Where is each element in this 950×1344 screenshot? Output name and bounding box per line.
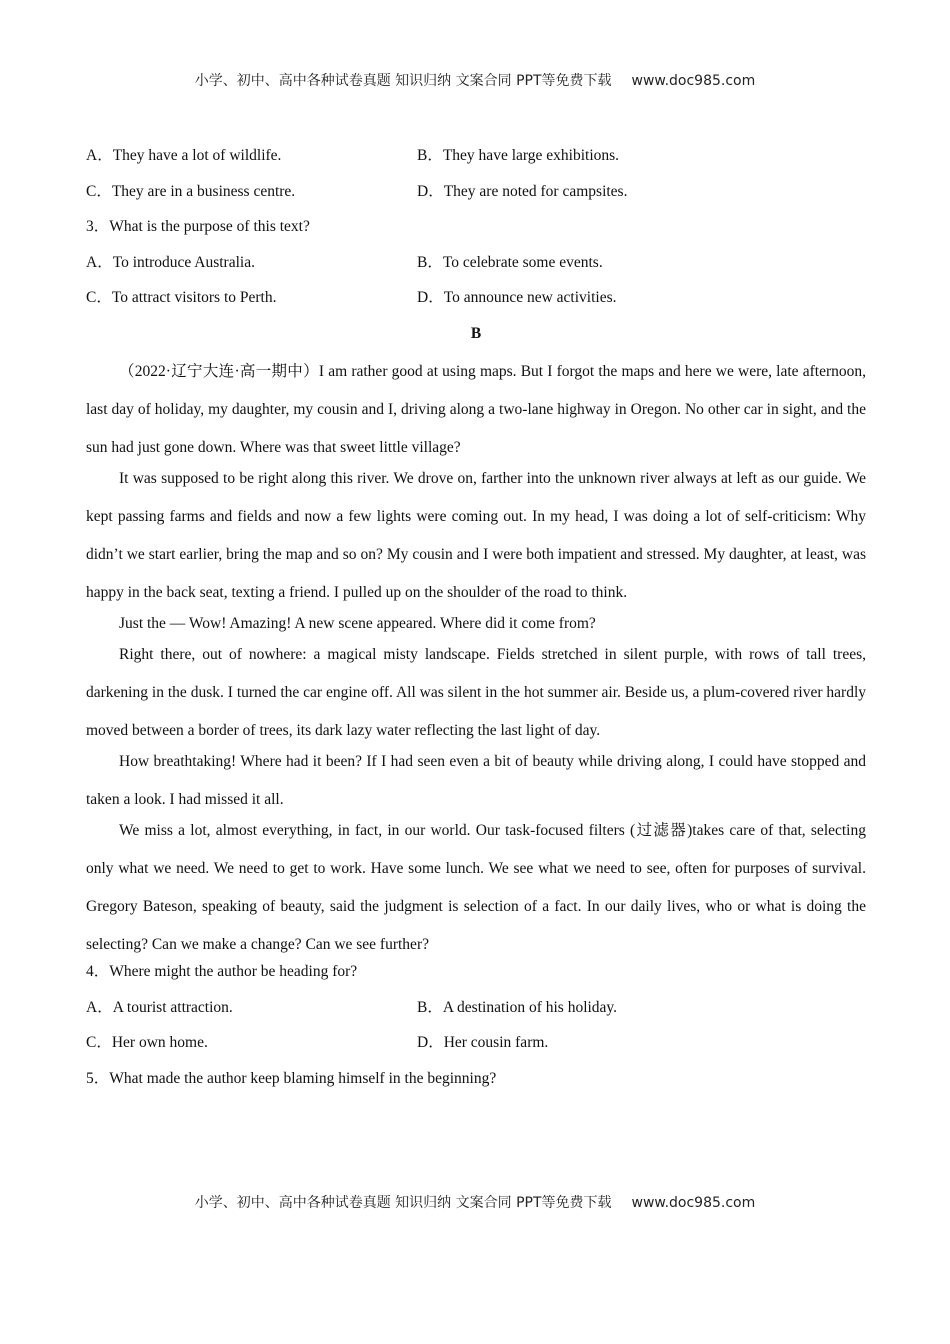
passage-paragraph: Just the — Wow! Amazing! A new scene appeared. Where did it come from? <box>119 615 596 632</box>
q3-option-b: B．To celebrate some events. <box>417 253 603 271</box>
page-footer <box>0 1192 950 1212</box>
document-body <box>86 144 866 1102</box>
passage-paragraph: It was supposed to be right along this river. We drove on, farther into the unknown river always at left as our guide. We kept passing farms and fields and now a few lights were coming out. In my head, I was doing a lot of self-criticism: Why didn’t we start earlier, bring the map and so on? My cousin and I were both impatient and stressed. My daughter, at least, was happy in the back seat, texting a friend. I pulled up on the shoulder of the road to think. <box>86 470 866 601</box>
q2-option-b: B．They have large exhibitions. <box>417 147 620 164</box>
q3-question: 3．What is the purpose of this text? <box>86 218 310 235</box>
passage-paragraph: How breathtaking! Where had it been? If I had seen even a bit of beauty while driving along, I could have stopped and taken a look. I had missed it all. <box>86 753 866 808</box>
footer-url[interactable]: www.doc985.com <box>631 1195 756 1211</box>
header-text: 小学、初中、高中各种试卷真题 知识归纳 文案合同 PPT等免费下载 <box>194 73 612 89</box>
passage-paragraph: （2022·辽宁大连·高一期中）I am rather good at using maps. But I forgot the maps and here we were, late afternoon, last day of holiday, my daughter, my cousin and I, driving along a two-lane highway in Oregon. No other car in sight, and the sun had just gone down. Where was that sweet little village? <box>86 363 866 456</box>
q3-option-d: D．To announce new activities. <box>417 289 617 306</box>
passage-paragraph: Right there, out of nowhere: a magical misty landscape. Fields stretched in silent purple, with rows of tall trees, darkening in the dusk. I turned the car engine off. All was silent in the hot summer air. Beside us, a plum-covered river hardly moved between a border of trees, its dark lazy water reflecting the last light of day. <box>86 646 866 739</box>
page-header <box>0 70 950 90</box>
q3-option-c: C．To attract visitors to Perth. <box>86 289 277 306</box>
passage-paragraph: We miss a lot, almost everything, in fact, in our world. Our task-focused filters (过滤器)takes care of that, selecting only what we need. We need to get to work. Have some lunch. We see what we need to see, often for purposes of survival. Gregory Bateson, speaking of beauty, said the judgment is selection of a fact. In our daily lives, who or what is doing the selecting? Can we make a change? Can we see further? <box>86 822 866 953</box>
q3-options <box>86 251 866 322</box>
q2-options <box>86 144 866 215</box>
q4-options <box>86 996 866 1067</box>
q5-question: 5．What made the author keep blaming himself in the beginning? <box>86 1069 497 1087</box>
q2-option-d: D．They are noted for campsites. <box>417 182 628 200</box>
q4-question: 4．Where might the author be heading for? <box>86 963 358 980</box>
q2-option-c: C．They are in a business centre. <box>86 182 296 200</box>
q4-option-a: A．A tourist attraction. <box>86 998 233 1016</box>
q4-option-d: D．Her cousin farm. <box>417 1034 549 1051</box>
section-title-b: B <box>470 324 482 342</box>
q3-option-a: A．To introduce Australia. <box>86 253 255 271</box>
q2-option-a: A．They have a lot of wildlife. <box>86 147 282 164</box>
q4-option-c: C．Her own home. <box>86 1034 208 1051</box>
q4-option-b: B．A destination of his holiday. <box>417 998 618 1016</box>
footer-text: 小学、初中、高中各种试卷真题 知识归纳 文案合同 PPT等免费下载 <box>194 1195 612 1211</box>
header-url[interactable]: www.doc985.com <box>631 73 756 89</box>
